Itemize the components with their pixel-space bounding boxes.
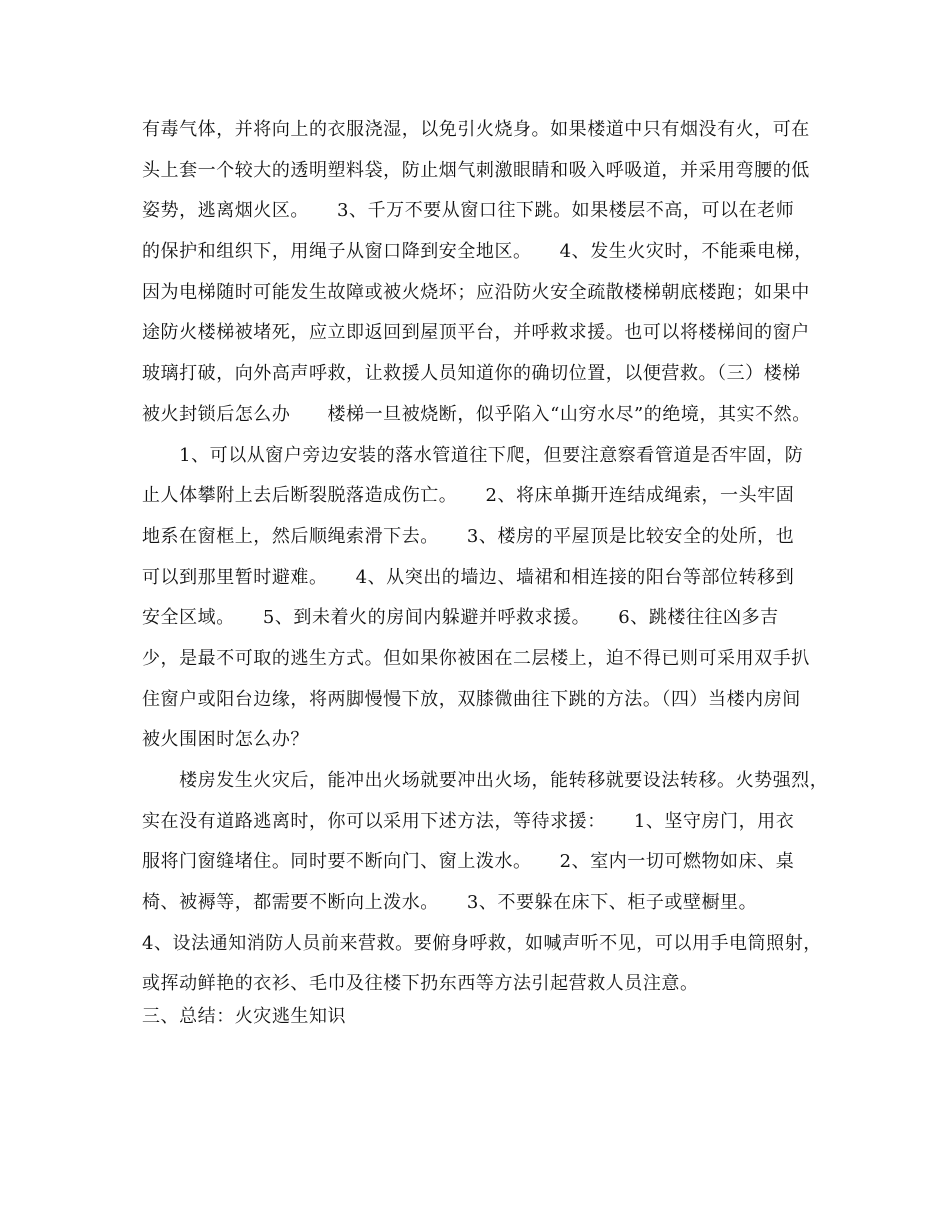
text-line: 头上套一个较大的透明塑料袋，防止烟气刺激眼睛和吸入呼吸道，并采用弯腰的低 [142, 159, 810, 181]
text-line: 有毒气体，并将向上的衣服浇湿，以免引火烧身。如果楼道中只有烟没有火，可在 [142, 119, 810, 140]
text-line: 玻璃打破，向外高声呼救，让救援人员知道你的确切位置，以便营救。（三）楼梯 [142, 363, 801, 385]
text-line: 少，是最不可取的逃生方式。但如果你被困在二层楼上，迫不得已则可采用双手扒 [142, 647, 810, 669]
text-line: 被火封锁后怎么办 楼梯一旦被烧断，似乎陷入“山穷水尽”的绝境，其实不然。 [142, 403, 811, 425]
text-line: 4、设法通知消防人员前来营救。要俯身呼救，如喊声听不见，可以用手电筒照射， [142, 932, 822, 954]
text-line: 止人体攀附上去后断裂脱落造成伤亡。 2、将床单撕开连结成绳索，一头牢固 [142, 485, 795, 507]
text-line: 途防火楼梯被堵死，应立即返回到屋顶平台，并呼救求援。也可以将楼梯间的窗户 [142, 322, 810, 344]
text-line: 地系在窗框上，然后顺绳索滑下去。 3、楼房的平屋顶是比较安全的处所，也 [142, 525, 795, 547]
text-line: 安全区域。 5、到未着火的房间内躲避并呼救求援。 6、跳楼往往凶多吉 [142, 607, 779, 629]
text-line: 实在没有道路逃离时，你可以采用下述方法，等待求援： 1、坚守房门，用衣 [142, 810, 795, 832]
section-summary-heading: 三、总结：火灾逃生知识 [142, 1006, 347, 1028]
text-line: 椅、被褥等，都需要不断向上泼水。 3、不要躲在床下、柜子或壁橱里。 [142, 892, 758, 914]
text-line: 服将门窗缝堵住。同时要不断向门、窗上泼水。 2、室内一切可燃物如床、桌 [142, 851, 795, 873]
text-line: 被火围困时怎么办？ [142, 729, 309, 751]
text-line: 可以到那里暂时避难。 4、从突出的墙边、墙裙和相连接的阳台等部位转移到 [142, 566, 795, 588]
text-line: 因为电梯随时可能发生故障或被火烧坏；应沿防火安全疏散楼梯朝底楼跑；如果中 [142, 281, 810, 303]
text-line: 或挥动鲜艳的衣衫、毛巾及往楼下扔东西等方法引起营救人员注意。 [142, 973, 699, 995]
text-line: 楼房发生火灾后，能冲出火场就要冲出火场，能转移就要设法转移。火势强烈， [142, 770, 829, 791]
text-line: 的保护和组织下，用绳子从窗口降到安全地区。 4、发生火灾时，不能乘电梯， [142, 241, 813, 263]
body-text [142, 110, 829, 1037]
text-line: 姿势，逃离烟火区。 3、千万不要从窗口往下跳。如果楼层不高，可以在老师 [142, 200, 795, 222]
text-line: 住窗户或阳台边缘，将两脚慢慢下放，双膝微曲往下跳的方法。（四）当楼内房间 [142, 688, 801, 710]
text-line: 1、可以从窗户旁边安装的落水管道往下爬，但要注意察看管道是否牢固，防 [142, 444, 804, 466]
